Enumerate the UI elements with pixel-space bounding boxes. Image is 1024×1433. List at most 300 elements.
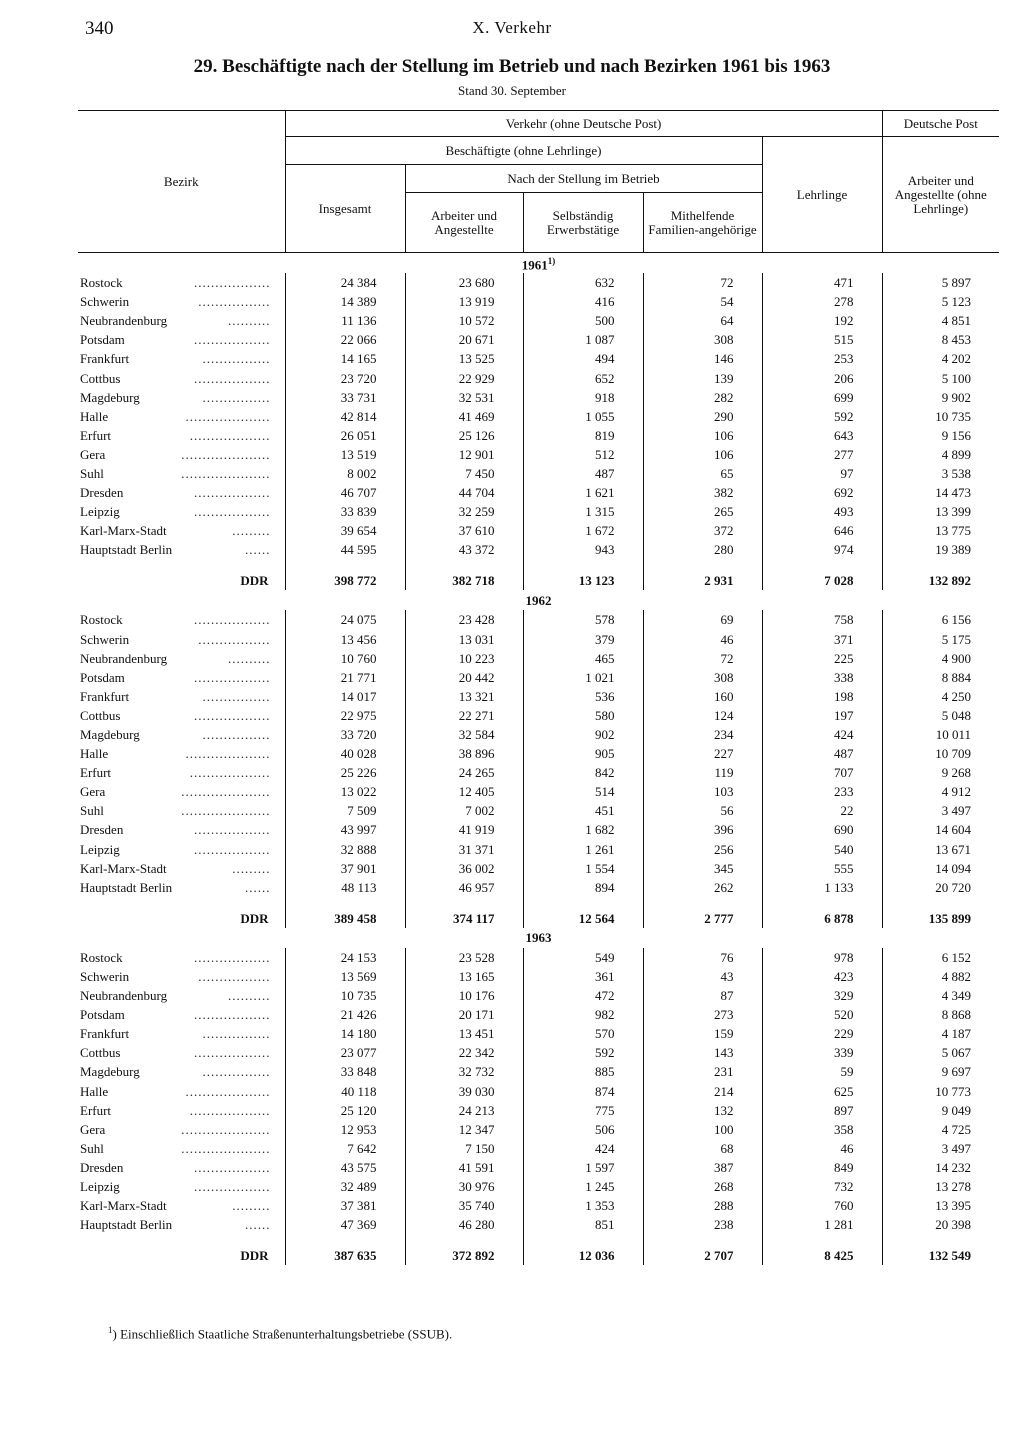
footnote-marker: 1) bbox=[547, 255, 556, 266]
value-cell: 578 bbox=[523, 610, 643, 629]
value-cell: 5 048 bbox=[882, 706, 999, 725]
value-cell: 12 901 bbox=[405, 445, 523, 464]
table-row bbox=[78, 388, 999, 407]
bezirk-name: Gera ..................... bbox=[80, 784, 271, 800]
value-cell: 1 245 bbox=[523, 1177, 643, 1196]
table-row bbox=[78, 521, 999, 540]
value-cell: 416 bbox=[523, 292, 643, 311]
leader-dots: ................... bbox=[189, 427, 271, 443]
value-cell: 206 bbox=[762, 368, 882, 387]
footnote: $^1$) Einschließlich Staatliche Straßenunterhaltungsbetriebe (SSUB). bbox=[108, 1325, 453, 1342]
table-row bbox=[78, 801, 999, 820]
value-cell: 24 153 bbox=[285, 948, 405, 967]
value-cell: 465 bbox=[523, 649, 643, 668]
table-row bbox=[78, 630, 999, 649]
table-header bbox=[78, 111, 999, 253]
table-row bbox=[78, 445, 999, 464]
value-cell: 387 bbox=[643, 1158, 762, 1177]
value-cell: 487 bbox=[762, 744, 882, 763]
value-cell: 44 595 bbox=[285, 540, 405, 559]
value-cell: 8 453 bbox=[882, 330, 999, 349]
table-title: 29. Beschäftigte nach der Stellung im Betrieb und nach Bezirken 1961 bis 1963 bbox=[193, 56, 831, 77]
value-cell: 233 bbox=[762, 782, 882, 801]
value-cell: 690 bbox=[762, 820, 882, 839]
leader-dots: ................. bbox=[198, 968, 271, 984]
bezirk-name: Erfurt ................... bbox=[80, 427, 271, 443]
value-cell: 10 011 bbox=[882, 725, 999, 744]
leader-dots: .................. bbox=[194, 1045, 271, 1061]
value-cell: 256 bbox=[643, 840, 762, 859]
table-row bbox=[78, 1120, 999, 1139]
bezirk-name: Cottbus .................. bbox=[80, 370, 271, 386]
value-cell: 329 bbox=[762, 986, 882, 1005]
value-cell: 1 261 bbox=[523, 840, 643, 859]
value-cell: 32 489 bbox=[285, 1177, 405, 1196]
value-cell: 4 250 bbox=[882, 687, 999, 706]
value-cell: 512 bbox=[523, 445, 643, 464]
header-insgesamt: Insgesamt bbox=[285, 165, 405, 253]
bezirk-name: Leipzig .................. bbox=[80, 1178, 271, 1194]
total-row bbox=[78, 1246, 999, 1265]
value-cell: 14 232 bbox=[882, 1158, 999, 1177]
value-cell: 46 957 bbox=[405, 878, 523, 897]
value-cell: 902 bbox=[523, 725, 643, 744]
value-cell: 30 976 bbox=[405, 1177, 523, 1196]
header-verkehr: Verkehr (ohne Deutsche Post) bbox=[285, 111, 882, 137]
total-value: 12 036 bbox=[523, 1246, 643, 1265]
employment-table bbox=[78, 110, 999, 1265]
value-cell: 9 697 bbox=[882, 1062, 999, 1081]
leader-dots: .................. bbox=[194, 275, 271, 291]
bezirk-name: Potsdam .................. bbox=[80, 669, 271, 685]
table-row bbox=[78, 820, 999, 839]
value-cell: 500 bbox=[523, 311, 643, 330]
value-cell: 1 021 bbox=[523, 668, 643, 687]
value-cell: 290 bbox=[643, 407, 762, 426]
header-lehrlinge: Lehrlinge bbox=[762, 137, 882, 253]
table-row bbox=[78, 840, 999, 859]
year-label: 1963 bbox=[525, 930, 552, 946]
value-cell: 46 280 bbox=[405, 1215, 523, 1234]
total-label: DDR bbox=[240, 1248, 269, 1264]
bezirk-name: Rostock .................. bbox=[80, 612, 271, 628]
value-cell: 22 975 bbox=[285, 706, 405, 725]
value-cell: 33 848 bbox=[285, 1062, 405, 1081]
total-value: 132 549 bbox=[882, 1246, 999, 1265]
year-row bbox=[78, 253, 999, 274]
value-cell: 424 bbox=[523, 1139, 643, 1158]
value-cell: 229 bbox=[762, 1024, 882, 1043]
value-cell: 40 118 bbox=[285, 1081, 405, 1100]
leader-dots: .................. bbox=[194, 822, 271, 838]
value-cell: 21 771 bbox=[285, 668, 405, 687]
value-cell: 974 bbox=[762, 540, 882, 559]
value-cell: 56 bbox=[643, 801, 762, 820]
value-cell: 48 113 bbox=[285, 878, 405, 897]
total-label: DDR bbox=[240, 910, 269, 926]
value-cell: 12 405 bbox=[405, 782, 523, 801]
value-cell: 192 bbox=[762, 311, 882, 330]
value-cell: 46 bbox=[762, 1139, 882, 1158]
value-cell: 493 bbox=[762, 502, 882, 521]
value-cell: 732 bbox=[762, 1177, 882, 1196]
value-cell: 234 bbox=[643, 725, 762, 744]
value-cell: 146 bbox=[643, 349, 762, 368]
value-cell: 36 002 bbox=[405, 859, 523, 878]
bezirk-name: Cottbus .................. bbox=[80, 1045, 271, 1061]
table-row bbox=[78, 1215, 999, 1234]
table-row bbox=[78, 1062, 999, 1081]
value-cell: 288 bbox=[643, 1196, 762, 1215]
value-cell: 11 136 bbox=[285, 311, 405, 330]
leader-dots: .................. bbox=[194, 485, 271, 501]
value-cell: 12 347 bbox=[405, 1120, 523, 1139]
value-cell: 76 bbox=[643, 948, 762, 967]
value-cell: 268 bbox=[643, 1177, 762, 1196]
value-cell: 119 bbox=[643, 763, 762, 782]
value-cell: 7 150 bbox=[405, 1139, 523, 1158]
value-cell: 1 087 bbox=[523, 330, 643, 349]
value-cell: 361 bbox=[523, 967, 643, 986]
value-cell: 37 381 bbox=[285, 1196, 405, 1215]
value-cell: 23 680 bbox=[405, 273, 523, 292]
value-cell: 643 bbox=[762, 426, 882, 445]
total-value: 389 458 bbox=[285, 909, 405, 928]
value-cell: 103 bbox=[643, 782, 762, 801]
value-cell: 24 213 bbox=[405, 1101, 523, 1120]
value-cell: 97 bbox=[762, 464, 882, 483]
value-cell: 13 165 bbox=[405, 967, 523, 986]
value-cell: 339 bbox=[762, 1043, 882, 1062]
value-cell: 1 621 bbox=[523, 483, 643, 502]
bezirk-name: Suhl ..................... bbox=[80, 803, 271, 819]
value-cell: 40 028 bbox=[285, 744, 405, 763]
value-cell: 555 bbox=[762, 859, 882, 878]
value-cell: 1 315 bbox=[523, 502, 643, 521]
leader-dots: ................ bbox=[202, 389, 271, 405]
value-cell: 26 051 bbox=[285, 426, 405, 445]
value-cell: 9 268 bbox=[882, 763, 999, 782]
value-cell: 4 187 bbox=[882, 1024, 999, 1043]
chapter-heading: X. Verkehr bbox=[472, 18, 552, 37]
total-value: 2 777 bbox=[643, 909, 762, 928]
total-value: 12 564 bbox=[523, 909, 643, 928]
value-cell: 39 030 bbox=[405, 1081, 523, 1100]
value-cell: 25 226 bbox=[285, 763, 405, 782]
bezirk-name: Karl-Marx-Stadt ......... bbox=[80, 860, 271, 876]
bezirk-name: Hauptstadt Berlin ...... bbox=[80, 1217, 271, 1233]
leader-dots: .................. bbox=[194, 1159, 271, 1175]
year-label: 1961$^{1)}$ bbox=[521, 255, 556, 273]
leader-dots: ..................... bbox=[181, 465, 271, 481]
value-cell: 54 bbox=[643, 292, 762, 311]
table-row bbox=[78, 426, 999, 445]
value-cell: 262 bbox=[643, 878, 762, 897]
bezirk-name: Cottbus .................. bbox=[80, 707, 271, 723]
value-cell: 382 bbox=[643, 483, 762, 502]
bezirk-name: Halle .................... bbox=[80, 746, 271, 762]
total-value: 2 931 bbox=[643, 571, 762, 590]
value-cell: 396 bbox=[643, 820, 762, 839]
value-cell: 580 bbox=[523, 706, 643, 725]
total-value: 387 635 bbox=[285, 1246, 405, 1265]
value-cell: 6 152 bbox=[882, 948, 999, 967]
value-cell: 13 919 bbox=[405, 292, 523, 311]
value-cell: 198 bbox=[762, 687, 882, 706]
value-cell: 1 554 bbox=[523, 859, 643, 878]
value-cell: 22 271 bbox=[405, 706, 523, 725]
value-cell: 897 bbox=[762, 1101, 882, 1120]
total-value: 398 772 bbox=[285, 571, 405, 590]
table-row bbox=[78, 502, 999, 521]
value-cell: 894 bbox=[523, 878, 643, 897]
year-label: 1962 bbox=[525, 592, 552, 608]
table-row bbox=[78, 610, 999, 629]
table-row bbox=[78, 1101, 999, 1120]
table-row bbox=[78, 668, 999, 687]
value-cell: 24 384 bbox=[285, 273, 405, 292]
table-row bbox=[78, 330, 999, 349]
value-cell: 32 732 bbox=[405, 1062, 523, 1081]
value-cell: 68 bbox=[643, 1139, 762, 1158]
value-cell: 14 604 bbox=[882, 820, 999, 839]
value-cell: 282 bbox=[643, 388, 762, 407]
header-deutsche-post: Deutsche Post bbox=[882, 111, 999, 137]
value-cell: 10 223 bbox=[405, 649, 523, 668]
value-cell: 22 066 bbox=[285, 330, 405, 349]
value-cell: 238 bbox=[643, 1215, 762, 1234]
value-cell: 5 100 bbox=[882, 368, 999, 387]
table-row bbox=[78, 706, 999, 725]
value-cell: 265 bbox=[643, 502, 762, 521]
value-cell: 72 bbox=[643, 273, 762, 292]
leader-dots: ..................... bbox=[181, 446, 271, 462]
table-row bbox=[78, 649, 999, 668]
table-row bbox=[78, 464, 999, 483]
total-value: 135 899 bbox=[882, 909, 999, 928]
value-cell: 13 519 bbox=[285, 445, 405, 464]
bezirk-name: Rostock .................. bbox=[80, 949, 271, 965]
leader-dots: .......... bbox=[228, 313, 271, 329]
value-cell: 14 017 bbox=[285, 687, 405, 706]
value-cell: 23 528 bbox=[405, 948, 523, 967]
value-cell: 42 814 bbox=[285, 407, 405, 426]
value-cell: 5 123 bbox=[882, 292, 999, 311]
value-cell: 1 672 bbox=[523, 521, 643, 540]
bezirk-name: Dresden .................. bbox=[80, 822, 271, 838]
value-cell: 775 bbox=[523, 1101, 643, 1120]
value-cell: 69 bbox=[643, 610, 762, 629]
page-number: 340 bbox=[85, 18, 114, 39]
table-row bbox=[78, 483, 999, 502]
value-cell: 849 bbox=[762, 1158, 882, 1177]
value-cell: 472 bbox=[523, 986, 643, 1005]
value-cell: 570 bbox=[523, 1024, 643, 1043]
table-body bbox=[78, 253, 999, 1266]
leader-dots: ................ bbox=[202, 1026, 271, 1042]
bezirk-name: Erfurt ................... bbox=[80, 1102, 271, 1118]
value-cell: 13 451 bbox=[405, 1024, 523, 1043]
value-cell: 41 919 bbox=[405, 820, 523, 839]
value-cell: 13 031 bbox=[405, 630, 523, 649]
table-row bbox=[78, 1196, 999, 1215]
total-row bbox=[78, 571, 999, 590]
leader-dots: .................... bbox=[185, 408, 271, 424]
footnote-text: Einschließlich Staatliche Straßenunterhaltungsbetriebe (SSUB). bbox=[120, 1326, 453, 1342]
table-row bbox=[78, 311, 999, 330]
total-value: 372 892 bbox=[405, 1246, 523, 1265]
value-cell: 7 642 bbox=[285, 1139, 405, 1158]
value-cell: 874 bbox=[523, 1081, 643, 1100]
bezirk-name: Dresden .................. bbox=[80, 485, 271, 501]
value-cell: 371 bbox=[762, 630, 882, 649]
leader-dots: .................... bbox=[185, 746, 271, 762]
table-row bbox=[78, 878, 999, 897]
value-cell: 38 896 bbox=[405, 744, 523, 763]
table-row bbox=[78, 292, 999, 311]
value-cell: 1 597 bbox=[523, 1158, 643, 1177]
value-cell: 4 851 bbox=[882, 311, 999, 330]
value-cell: 5 897 bbox=[882, 273, 999, 292]
value-cell: 905 bbox=[523, 744, 643, 763]
value-cell: 1 133 bbox=[762, 878, 882, 897]
value-cell: 885 bbox=[523, 1062, 643, 1081]
table-row bbox=[78, 540, 999, 559]
value-cell: 14 180 bbox=[285, 1024, 405, 1043]
bezirk-name: Gera ..................... bbox=[80, 446, 271, 462]
bezirk-name: Rostock .................. bbox=[80, 275, 271, 291]
bezirk-name: Leipzig .................. bbox=[80, 504, 271, 520]
leader-dots: ......... bbox=[232, 1198, 271, 1214]
bezirk-name: Erfurt ................... bbox=[80, 765, 271, 781]
value-cell: 549 bbox=[523, 948, 643, 967]
header-selbstaendig: Selbständig Erwerbstätige bbox=[523, 193, 643, 253]
bezirk-name: Karl-Marx-Stadt ......... bbox=[80, 1198, 271, 1214]
bezirk-name: Frankfurt ................ bbox=[80, 688, 271, 704]
bezirk-name: Magdeburg ................ bbox=[80, 727, 271, 743]
value-cell: 72 bbox=[643, 649, 762, 668]
value-cell: 13 775 bbox=[882, 521, 999, 540]
value-cell: 124 bbox=[643, 706, 762, 725]
value-cell: 33 839 bbox=[285, 502, 405, 521]
value-cell: 625 bbox=[762, 1081, 882, 1100]
value-cell: 699 bbox=[762, 388, 882, 407]
value-cell: 10 735 bbox=[882, 407, 999, 426]
value-cell: 592 bbox=[523, 1043, 643, 1062]
value-cell: 23 428 bbox=[405, 610, 523, 629]
value-cell: 10 176 bbox=[405, 986, 523, 1005]
value-cell: 4 912 bbox=[882, 782, 999, 801]
leader-dots: ...... bbox=[245, 1217, 271, 1233]
leader-dots: ..................... bbox=[181, 784, 271, 800]
leader-dots: ..................... bbox=[181, 1140, 271, 1156]
leader-dots: ................ bbox=[202, 351, 271, 367]
value-cell: 520 bbox=[762, 1005, 882, 1024]
leader-dots: ................... bbox=[189, 1102, 271, 1118]
value-cell: 13 399 bbox=[882, 502, 999, 521]
value-cell: 32 888 bbox=[285, 840, 405, 859]
value-cell: 32 259 bbox=[405, 502, 523, 521]
value-cell: 12 953 bbox=[285, 1120, 405, 1139]
bezirk-name: Leipzig .................. bbox=[80, 841, 271, 857]
value-cell: 423 bbox=[762, 967, 882, 986]
value-cell: 9 902 bbox=[882, 388, 999, 407]
value-cell: 943 bbox=[523, 540, 643, 559]
value-cell: 379 bbox=[523, 630, 643, 649]
value-cell: 227 bbox=[643, 744, 762, 763]
leader-dots: ..................... bbox=[181, 1121, 271, 1137]
leader-dots: .......... bbox=[228, 650, 271, 666]
value-cell: 515 bbox=[762, 330, 882, 349]
table-row bbox=[78, 1139, 999, 1158]
bezirk-name: Hauptstadt Berlin ...... bbox=[80, 879, 271, 895]
table-row bbox=[78, 763, 999, 782]
leader-dots: .................. bbox=[194, 1178, 271, 1194]
value-cell: 106 bbox=[643, 445, 762, 464]
value-cell: 451 bbox=[523, 801, 643, 820]
value-cell: 22 342 bbox=[405, 1043, 523, 1062]
value-cell: 41 591 bbox=[405, 1158, 523, 1177]
header-mithelfende: Mithelfende Familien-angehörige bbox=[643, 193, 762, 253]
value-cell: 19 389 bbox=[882, 540, 999, 559]
value-cell: 13 456 bbox=[285, 630, 405, 649]
table-row bbox=[78, 368, 999, 387]
value-cell: 707 bbox=[762, 763, 882, 782]
value-cell: 842 bbox=[523, 763, 643, 782]
bezirk-name: Schwerin ................. bbox=[80, 631, 271, 647]
value-cell: 23 720 bbox=[285, 368, 405, 387]
value-cell: 819 bbox=[523, 426, 643, 445]
table-row bbox=[78, 744, 999, 763]
leader-dots: ................ bbox=[202, 727, 271, 743]
leader-dots: ......... bbox=[232, 523, 271, 539]
value-cell: 24 075 bbox=[285, 610, 405, 629]
value-cell: 4 882 bbox=[882, 967, 999, 986]
value-cell: 14 165 bbox=[285, 349, 405, 368]
header-nach-stellung: Nach der Stellung im Betrieb bbox=[405, 165, 762, 193]
value-cell: 35 740 bbox=[405, 1196, 523, 1215]
value-cell: 46 707 bbox=[285, 483, 405, 502]
bezirk-name: Schwerin ................. bbox=[80, 294, 271, 310]
value-cell: 592 bbox=[762, 407, 882, 426]
leader-dots: ...... bbox=[245, 542, 271, 558]
value-cell: 14 473 bbox=[882, 483, 999, 502]
value-cell: 14 094 bbox=[882, 859, 999, 878]
table-row bbox=[78, 948, 999, 967]
value-cell: 25 126 bbox=[405, 426, 523, 445]
leader-dots: .................. bbox=[194, 370, 271, 386]
bezirk-name: Neubrandenburg .......... bbox=[80, 650, 271, 666]
value-cell: 10 735 bbox=[285, 986, 405, 1005]
value-cell: 506 bbox=[523, 1120, 643, 1139]
bezirk-name: Frankfurt ................ bbox=[80, 1026, 271, 1042]
value-cell: 41 469 bbox=[405, 407, 523, 426]
bezirk-name: Dresden .................. bbox=[80, 1159, 271, 1175]
value-cell: 22 929 bbox=[405, 368, 523, 387]
total-value: 6 878 bbox=[762, 909, 882, 928]
value-cell: 197 bbox=[762, 706, 882, 725]
value-cell: 277 bbox=[762, 445, 882, 464]
value-cell: 43 372 bbox=[405, 540, 523, 559]
value-cell: 139 bbox=[643, 368, 762, 387]
value-cell: 132 bbox=[643, 1101, 762, 1120]
leader-dots: .................... bbox=[185, 1083, 271, 1099]
value-cell: 65 bbox=[643, 464, 762, 483]
total-label: DDR bbox=[240, 573, 269, 589]
value-cell: 7 509 bbox=[285, 801, 405, 820]
value-cell: 8 002 bbox=[285, 464, 405, 483]
value-cell: 536 bbox=[523, 687, 643, 706]
